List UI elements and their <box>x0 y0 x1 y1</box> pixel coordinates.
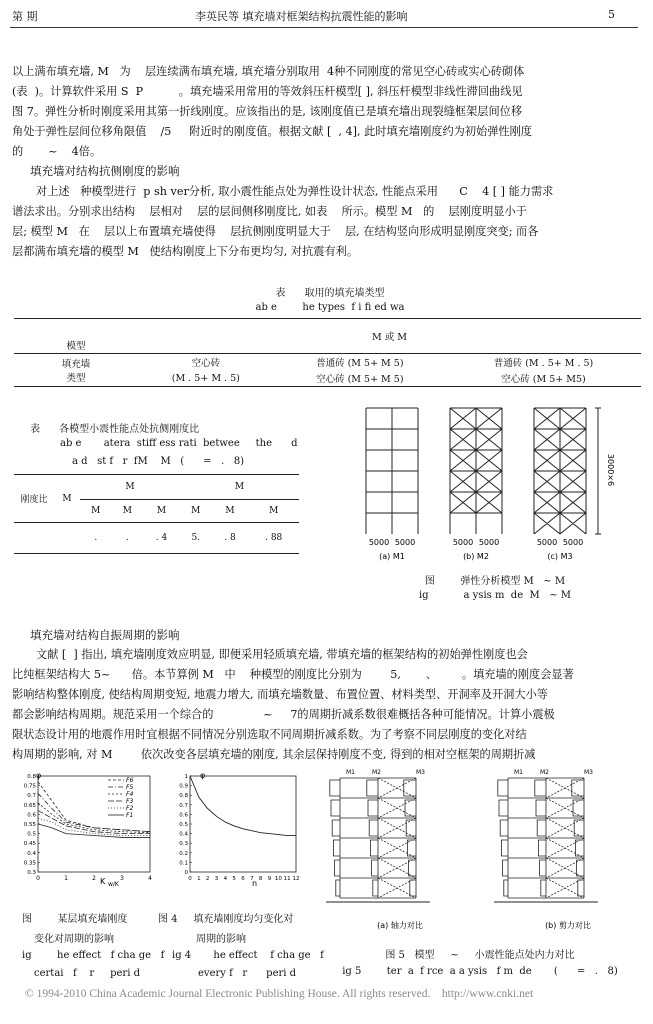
fig5-force-block <box>372 860 378 876</box>
fig5-force-block <box>407 840 416 856</box>
fig3-y-tick-label: 0.5 <box>27 831 36 838</box>
fig3-y-label: φ <box>36 771 42 780</box>
fig5-strut <box>378 798 416 818</box>
fig5-caption-en: ig 5 ter a f rce a a ysis f m de ( = . 8) <box>342 966 618 977</box>
fig3-x-tick-label: 1 <box>64 875 68 882</box>
table1-title: 表 取用的填充墙类型 <box>275 288 385 299</box>
fig3-x-tick-label: 3 <box>120 875 124 882</box>
fig3-x-tick-label: 4 <box>148 875 152 882</box>
table2-value: . 8 <box>224 533 236 543</box>
fig5-force-block <box>573 800 584 816</box>
fig3-caption: 变化对周期的影响 <box>34 934 114 945</box>
fig3-y-tick-label: 0.4 <box>27 850 36 857</box>
fig5-strut <box>378 838 416 858</box>
fig5-force-block <box>575 840 584 856</box>
fig5-caption: 图 5 模型 ~ 小震性能点处内力对比 <box>385 950 575 961</box>
fig3-y-tick-label: 0.7 <box>27 793 36 800</box>
fig5-force-block <box>370 840 378 856</box>
fig1-span-label: 5000 <box>478 538 500 547</box>
fig5-sub-label: (a) 轴力对比 <box>377 921 423 930</box>
table2-col: M <box>191 506 201 516</box>
table2-title: 表 各模型小震性能点处抗侧刚度比 <box>30 424 200 435</box>
table2-col: M <box>269 506 279 516</box>
table1-group-header: M 或 M <box>138 319 641 354</box>
fig4-x-tick-label: 7 <box>250 876 254 882</box>
fig5-strut <box>378 878 416 898</box>
fig5-model-tag: M2 <box>372 769 381 776</box>
fig4-x-tick-label: 6 <box>241 876 245 882</box>
fig3-x-tick-label: 2 <box>92 875 96 882</box>
header-title: 李英民等 填充墙对框架结构抗震性能的影响 <box>195 10 408 23</box>
fig4-y-tick-label: 0.5 <box>179 822 188 828</box>
section-heading: 填充墙对结构自振周期的影响 <box>30 628 180 642</box>
fig5-model-tag: M1 <box>514 769 523 776</box>
fig3-legend-label: F6 <box>126 777 134 784</box>
body-line: 文献 [ ] 指出, 填充墙刚度效应明显, 即便采用轻质填充墙, 带填充墙的框架结构的初始弹性刚度也会 <box>36 648 528 661</box>
fig4-x-tick-label: 12 <box>292 876 300 882</box>
fig4-x-tick-label: 4 <box>223 876 228 882</box>
fig5-strut <box>546 838 584 858</box>
fig5-force-block <box>369 820 378 836</box>
header-section: 第 期 <box>12 10 38 23</box>
body-line: 比纯框架结构大 5~ 倍。本节算例 M 中 种模型的刚度比分别为 5, 、 。填充墙的刚度会显著 <box>12 668 574 681</box>
fig5-force-block <box>535 780 546 796</box>
table2-group: M <box>80 475 180 500</box>
fig1-span-label: 5000 <box>394 538 416 547</box>
fig4-y-tick-label: 1 <box>184 774 188 780</box>
table1 <box>14 318 641 387</box>
fig5-force-block <box>541 880 546 896</box>
intro-line: 角处于弹性层间位移角限值 /5 附近时的刚度值。根据文献 [ , 4], 此时填充墙刚度约为初始弹性刚度 <box>12 125 532 138</box>
table2-value: . 4 <box>155 533 168 543</box>
table2-group: M <box>180 475 299 500</box>
fig1-caption: 图 弹性分析模型 M ~ M <box>424 576 566 587</box>
fig3-legend-label: F3 <box>126 798 134 805</box>
fig3-series-f2 <box>38 818 150 835</box>
fig3-x-tick-label: 0 <box>36 875 40 882</box>
fig5-force-block <box>536 800 546 816</box>
fig4-y-label: φ <box>200 771 206 780</box>
fig4-x-label: n <box>252 879 258 888</box>
table1-model-label: 模型 <box>14 319 138 354</box>
fig4-x-tick-label: 5 <box>232 876 236 882</box>
table2-value: . <box>94 533 98 543</box>
fig5-force-block <box>577 860 584 876</box>
body-line: 层都满布填充墙的模型 M 使结构刚度上下分布更均匀, 对抗震有利。 <box>12 245 359 258</box>
frame-m3 <box>534 408 586 534</box>
fig5-strut <box>378 778 416 798</box>
table2-col: M <box>122 506 132 516</box>
intro-line: (表 )。计算软件采用 S P 。填充墙采用常用的等效斜压杆模型[ ], 斜压杆模型非线性滞回曲线见 <box>12 85 523 98</box>
fig4-series-line <box>190 776 296 836</box>
fig5-force-block <box>367 780 378 796</box>
fig5-force-block <box>504 880 508 896</box>
fig1-caption-en: ig a ysis m de M ~ M <box>418 590 572 601</box>
section-heading: 填充墙对结构抗侧刚度的影响 <box>30 164 180 178</box>
fig4-x-tick-label: 9 <box>267 876 272 882</box>
header-rule <box>10 27 638 28</box>
fig3-y-tick-label: 0.6 <box>27 812 36 819</box>
fig5-force-block <box>572 780 584 796</box>
fig4-x-tick-label: 3 <box>214 876 219 882</box>
fig5-force-block <box>503 860 508 876</box>
fig5-force-block <box>331 800 340 816</box>
fig3-legend-label: F5 <box>126 784 134 791</box>
fig5-force-block <box>335 860 340 876</box>
fig3-y-tick-label: 0.65 <box>23 802 36 809</box>
fig4-y-tick-label: 0.8 <box>179 793 188 800</box>
fig5-force-block <box>410 880 416 896</box>
fig1-span-label: 5000 <box>536 538 558 547</box>
fig4-y-tick-label: 0.1 <box>179 860 188 867</box>
fig5-force-block <box>404 780 416 796</box>
fig5-sub-label: (b) 剪力对比 <box>545 921 591 930</box>
fig5-force-block <box>540 860 546 876</box>
fig4-x-tick-label: 8 <box>258 876 263 882</box>
fig5-force-block <box>373 880 378 896</box>
fig1-span-label: 5000 <box>452 538 474 547</box>
frame-m1 <box>366 408 418 534</box>
fig3-x-label: K <box>100 877 106 886</box>
fig3-caption: 图 某层填充墙刚度 <box>22 914 128 925</box>
fig4-x-tick-label: 11 <box>283 876 291 882</box>
table2-value: 5. <box>191 533 201 543</box>
table1-cell: 空心砖 <box>191 358 221 369</box>
fig5-model-tag: M3 <box>584 769 593 776</box>
fig5-force-block <box>578 880 584 896</box>
fig5-force-block <box>368 800 378 816</box>
fig5-force-block <box>499 800 508 816</box>
fig4-y-tick-label: 0.2 <box>179 850 188 857</box>
fig4-chart <box>172 768 304 890</box>
fig4-y-tick-label: 0.6 <box>179 812 188 819</box>
table1-cell: 空心砖 (M 5+ M5) <box>501 374 586 385</box>
fig4-caption: 周期的影响 <box>196 934 246 945</box>
body-line: 对上述 种模型进行 p sh ver分析, 取小震性能点处为弹性设计状态, 性能点采用 C 4 [ ] 能力需求 <box>36 185 554 198</box>
fig5-force-block <box>332 820 340 836</box>
fig4-y-tick-label: 0.9 <box>179 783 188 790</box>
fig4-caption-en: ig 4 he effect f cha ge f <box>172 950 324 961</box>
fig5-force-diagram <box>318 766 646 934</box>
fig3-caption-en: ig he effect f cha ge f <box>22 950 165 961</box>
fig3-y-tick-label: 0.35 <box>23 860 36 867</box>
table2-subtitle: a d st f r fM M ( = . 8) <box>72 456 245 467</box>
fig1-sub-label: (c) M3 <box>547 552 573 561</box>
copyright-footer: © 1994-2010 China Academic Journal Electronic Publishing House. All rights reserved. http://www.cnki.net <box>25 988 534 1000</box>
fig5-force-block <box>330 780 340 796</box>
fig5-force-block <box>500 820 508 836</box>
fig3-legend-label: F2 <box>126 805 134 812</box>
fig5-strut <box>378 818 416 838</box>
fig5-force-block <box>336 880 340 896</box>
fig1-sub-label: (b) M2 <box>463 552 489 561</box>
fig4-x-tick-label: 1 <box>197 876 201 882</box>
fig4-y-tick-label: 0.4 <box>179 831 188 838</box>
fig3-legend-label: F1 <box>126 812 134 819</box>
fig4-plot-frame <box>190 776 296 872</box>
fig4-x-tick-label: 0 <box>188 876 192 882</box>
fig5-force-block <box>537 820 546 836</box>
fig4-y-tick-label: 0.7 <box>179 802 188 809</box>
body-line: 谱法求出。分别求出结构 层相对 层的层间侧移刚度比, 如表 所示。模型 M 的 层刚度明显小于 <box>12 205 527 218</box>
fig5-force-block <box>405 800 416 816</box>
table2-col: M <box>225 506 235 516</box>
fig5-force-block <box>333 840 340 856</box>
fig1-height-label: 3000×6 <box>606 453 615 487</box>
fig1-sub-label: (a) M1 <box>379 552 405 561</box>
table1-cell: 普通砖 (M 5+ M 5) <box>316 358 404 369</box>
page-number: 5 <box>608 8 615 21</box>
fig4-x-tick-label: 2 <box>205 876 210 882</box>
fig4-y-tick-label: 0.3 <box>179 841 188 848</box>
table1-cell: 普通砖 (M . 5+ M . 5) <box>493 358 594 369</box>
fig3-y-tick-label: 0.75 <box>23 783 36 790</box>
fig1-span-label: 5000 <box>368 538 390 547</box>
table1-subtitle: ab e he types f i fi ed wa <box>255 302 405 313</box>
body-line: 都会影响结构周期。规范采用一个综合的 ~ 7的周期折减系数很难概括各种可能情况。计算小震极 <box>12 708 555 721</box>
fig5-model-tag: M2 <box>540 769 549 776</box>
table2-m-label: M <box>62 493 72 504</box>
intro-line: 图 7。弹性分析时刚度采用其第一折线刚度。应该指出的是, 该刚度值已是填充墙出现裂缝框架层间位移 <box>12 105 523 118</box>
fig3-caption-en: certai f r peri d <box>34 968 140 979</box>
fig3-y-tick-label: 0.45 <box>23 841 36 848</box>
table1-cell: (M . 5+ M . 5) <box>171 372 240 384</box>
fig3-y-tick-label: 0.3 <box>27 870 36 876</box>
fig5-strut <box>546 858 584 878</box>
intro-line: 的 ~ 4倍。 <box>12 145 102 158</box>
fig1-span-label: 5000 <box>562 538 584 547</box>
fig5-strut <box>546 778 584 798</box>
fig5-force-block <box>498 780 508 796</box>
intro-line: 以上满布填充墙, M 为 层连续满布填充墙, 填充墙分别取用 4种不同刚度的常见空心砖或实心砖砌体 <box>12 65 525 78</box>
fig5-force-block <box>406 820 416 836</box>
body-line: 构周期的影响, 对 M 依次改变各层填充墙的刚度, 其余层保持刚度不变, 得到的相对空框架的周期折减 <box>12 748 536 761</box>
fig5-model-tag: M3 <box>416 769 425 776</box>
fig5-force-block <box>409 860 416 876</box>
table2-value: . 88 <box>265 533 283 543</box>
fig5-model-tag: M1 <box>346 769 355 776</box>
table2-col: M <box>156 506 167 516</box>
fig3-x-sub: w/K <box>108 881 119 888</box>
fig5-strut <box>546 818 584 838</box>
fig4-caption-en: every f r peri d <box>198 968 297 979</box>
body-line: 限状态设计用的地震作用时宜根据不同情况分别选取不同周期折减系数。为了考察不同层刚度的变化对结 <box>12 728 527 741</box>
fig4-y-tick-label: 0 <box>184 870 188 876</box>
table1-row-label: 填充墙 类型 <box>61 359 91 384</box>
table2 <box>14 474 299 554</box>
fig5-force-block <box>501 840 508 856</box>
fig5-strut <box>546 798 584 818</box>
fig4-caption: 图 4 填充墙刚度均匀变化对 <box>158 914 294 925</box>
table2-row-label: 刚度比 <box>20 495 48 505</box>
fig3-legend-label: F4 <box>126 791 134 798</box>
fig3-y-tick-label: 0.55 <box>23 822 36 828</box>
fig4-x-tick-label: 10 <box>274 876 282 882</box>
fig1-frame-models <box>362 404 632 566</box>
frame-m2 <box>450 408 502 534</box>
table1-cell: 空心砖 (M 5+ M 5) <box>316 374 404 385</box>
fig3-y-tick-label: 0.8 <box>27 774 36 780</box>
table2-subtitle: ab e atera stiff ess rati betwee the d <box>60 438 298 449</box>
fig5-force-block <box>574 820 584 836</box>
body-line: 影响结构整体刚度, 使结构周期变短, 地震力增大, 而填充墙数量、布置位置、材料类型、开洞率及开洞大小等 <box>12 688 548 701</box>
fig5-force-block <box>538 840 546 856</box>
fig3-chart <box>8 768 158 890</box>
table2-value: . <box>125 533 129 543</box>
fig5-strut <box>378 858 416 878</box>
table2-col: M <box>91 506 101 516</box>
fig5-strut <box>546 878 584 898</box>
body-line: 层; 模型 M 在 层以上布置填充墙使得 层抗侧刚度明显大于 层, 在结构竖向形成明显刚度突变; 而各 <box>12 225 539 238</box>
